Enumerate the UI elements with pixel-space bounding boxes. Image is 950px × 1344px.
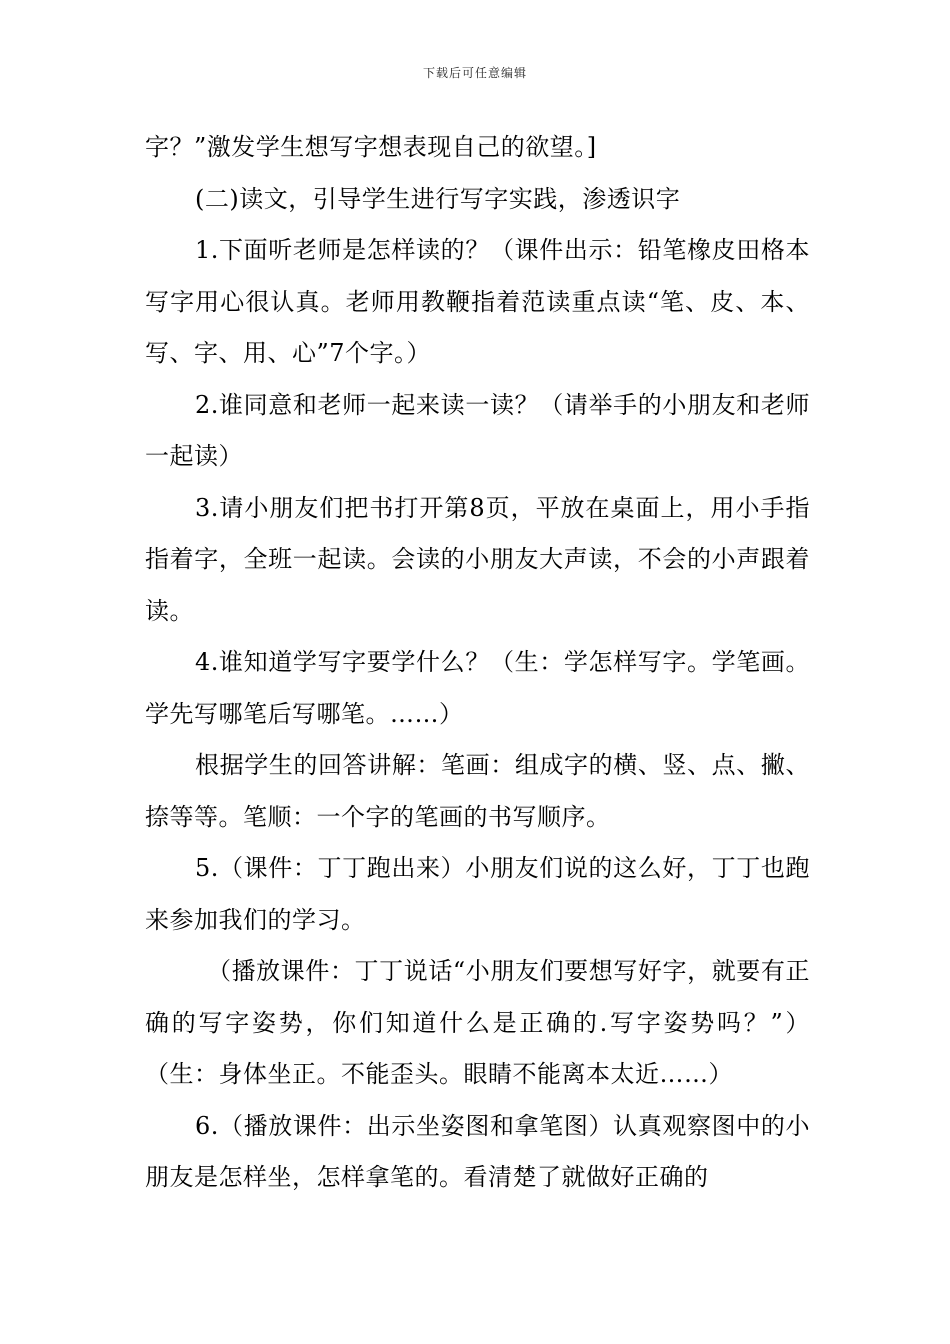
paragraph-continuation: 字？”激发学生想写字想表现自己的欲望。] <box>145 133 597 161</box>
page-header: 下载后可任意编辑 <box>422 66 527 80</box>
paragraph-explanation: 根据学生的回答讲解：笔画：组成字的横、竖、点、撇、捺等等。笔顺：一个字的笔画的书写顺序。 <box>145 751 810 831</box>
paragraph-step-2: 2.谁同意和老师一起来读一读？（请举手的小朋友和老师一起读） <box>145 390 810 470</box>
paragraph-step-6: 6.（播放课件：出示坐姿图和拿笔图）认真观察图中的小朋友是怎样坐，怎样拿笔的。看清楚了就做好正确的 <box>145 1111 810 1191</box>
paragraph-courseware: （播放课件：丁丁说话“小朋友们要想写好字，就要有正确的写字姿势，你们知道什么是正确的.写字姿势吗？”）（生：身体坐正。不能歪头。眼睛不能离本太近……） <box>145 957 810 1088</box>
paragraph-step-5: 5.（课件：丁丁跑出来）小朋友们说的这么好，丁丁也跑来参加我们的学习。 <box>145 854 810 934</box>
section-heading: (二)读文，引导学生进行写字实践，渗透识字 <box>195 184 681 213</box>
paragraph-step-1: 1.下面听老师是怎样读的？（课件出示：铅笔橡皮田格本写字用心很认真。老师用教鞭指着范读重点读“笔、皮、本、写、字、用、心”7个字。） <box>145 236 810 367</box>
paragraph-step-4: 4.谁知道学写字要学什么？（生：学怎样写字。学笔画。学先写哪笔后写哪笔。……） <box>145 648 810 728</box>
paragraph-step-3: 3.请小朋友们把书打开第8页，平放在桌面上，用小手指指着字，全班一起读。会读的小朋友大声读，不会的小声跟着读。 <box>145 493 810 625</box>
document-body <box>145 122 810 1204</box>
